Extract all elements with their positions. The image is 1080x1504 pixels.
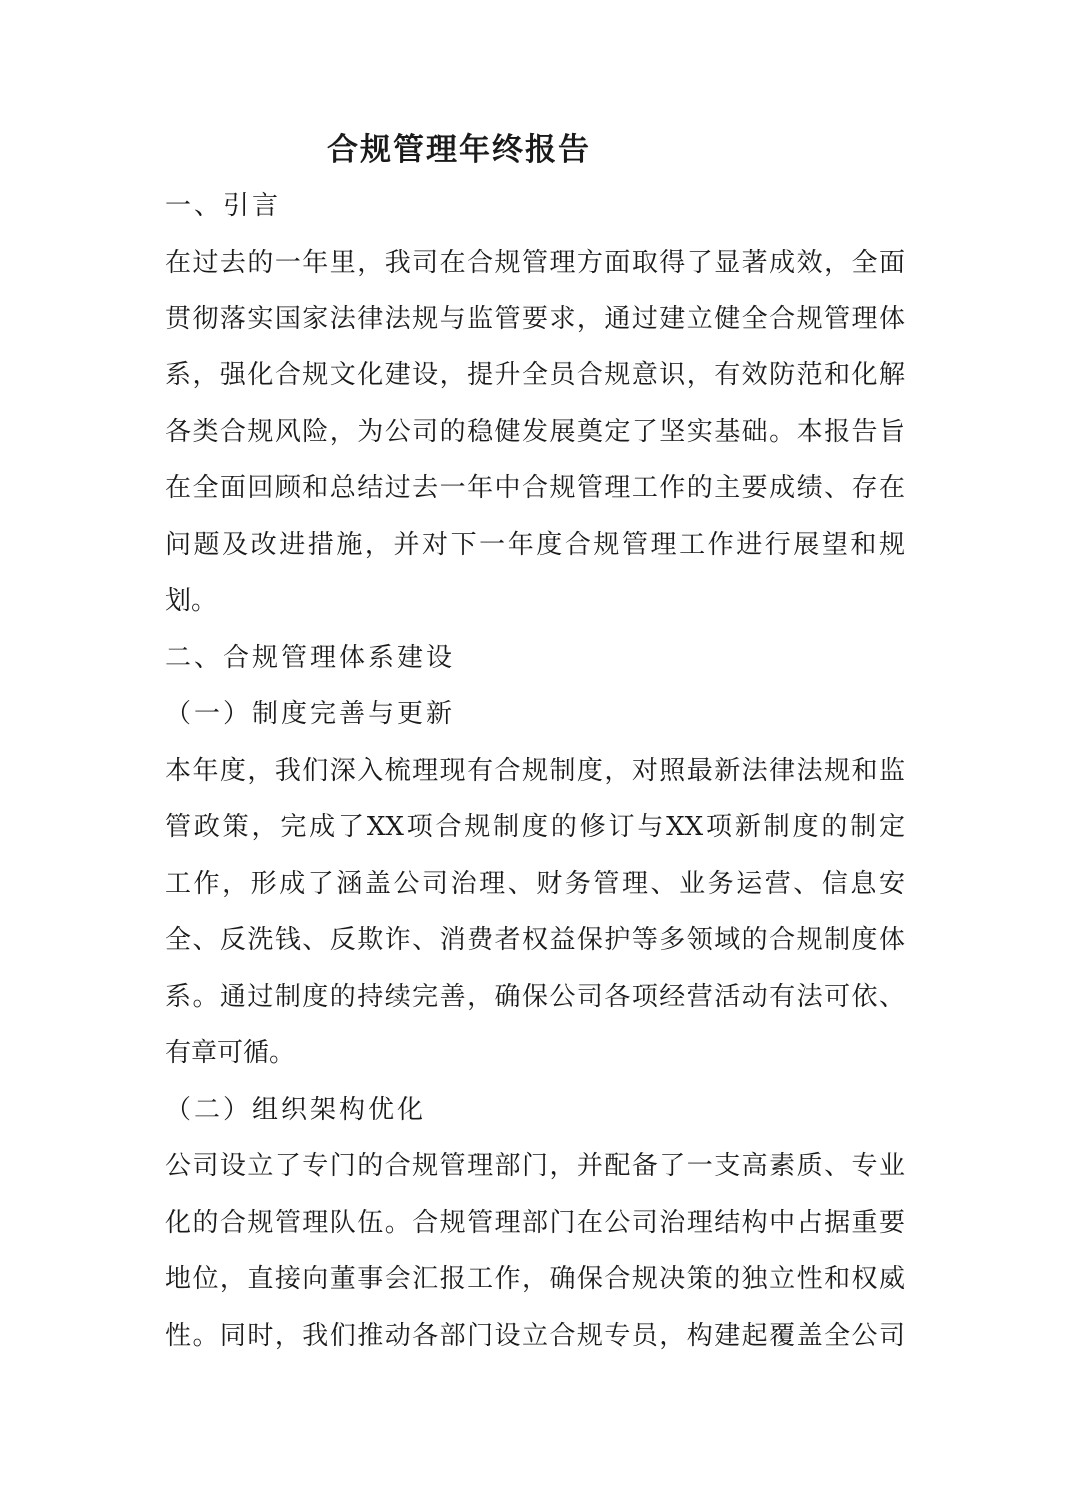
subsection-heading-policy: （一）制度完善与更新: [165, 699, 456, 729]
paragraph-line: 各类合规风险，为公司的稳健发展奠定了坚实基础。本报告旨: [165, 417, 905, 447]
paragraph-line: 系，强化合规文化建设，提升全员合规意识，有效防范和化解: [165, 360, 905, 390]
paragraph-line: 全、反洗钱、反欺诈、消费者权益保护等多领域的合规制度体: [165, 925, 905, 955]
paragraph-line: 问题及改进措施，并对下一年度合规管理工作进行展望和规: [165, 530, 905, 560]
paragraph-line: 贯彻落实国家法律法规与监管要求，通过建立健全合规管理体: [165, 304, 905, 334]
paragraph-line: 化的合规管理队伍。合规管理部门在公司治理结构中占据重要: [165, 1208, 905, 1238]
subsection-heading-organization: （二）组织架构优化: [165, 1095, 427, 1125]
paragraph-line: 地位，直接向董事会汇报工作，确保合规决策的独立性和权威: [165, 1264, 905, 1294]
document-title: 合规管理年终报告: [327, 132, 591, 168]
paragraph-line: 划。: [165, 586, 218, 616]
paragraph-line: 在全面回顾和总结过去一年中合规管理工作的主要成绩、存在: [165, 473, 905, 503]
paragraph-line: 本年度，我们深入梳理现有合规制度，对照最新法律法规和监: [165, 756, 905, 786]
paragraph-line: 性。同时，我们推动各部门设立合规专员，构建起覆盖全公司: [165, 1321, 905, 1351]
paragraph-line: 工作，形成了涵盖公司治理、财务管理、业务运营、信息安: [165, 869, 905, 899]
paragraph-line: 公司设立了专门的合规管理部门，并配备了一支高素质、专业: [165, 1151, 905, 1181]
paragraph-line: 有章可循。: [165, 1038, 296, 1068]
paragraph-line: 管政策，完成了XX项合规制度的修订与XX项新制度的制定: [165, 812, 905, 842]
paragraph-line: 在过去的一年里，我司在合规管理方面取得了显著成效，全面: [165, 248, 905, 278]
section-heading-system-building: 二、合规管理体系建设: [165, 643, 456, 673]
section-heading-introduction: 一、引言: [165, 191, 282, 221]
paragraph-line: 系。通过制度的持续完善，确保公司各项经营活动有法可依、: [165, 982, 905, 1012]
